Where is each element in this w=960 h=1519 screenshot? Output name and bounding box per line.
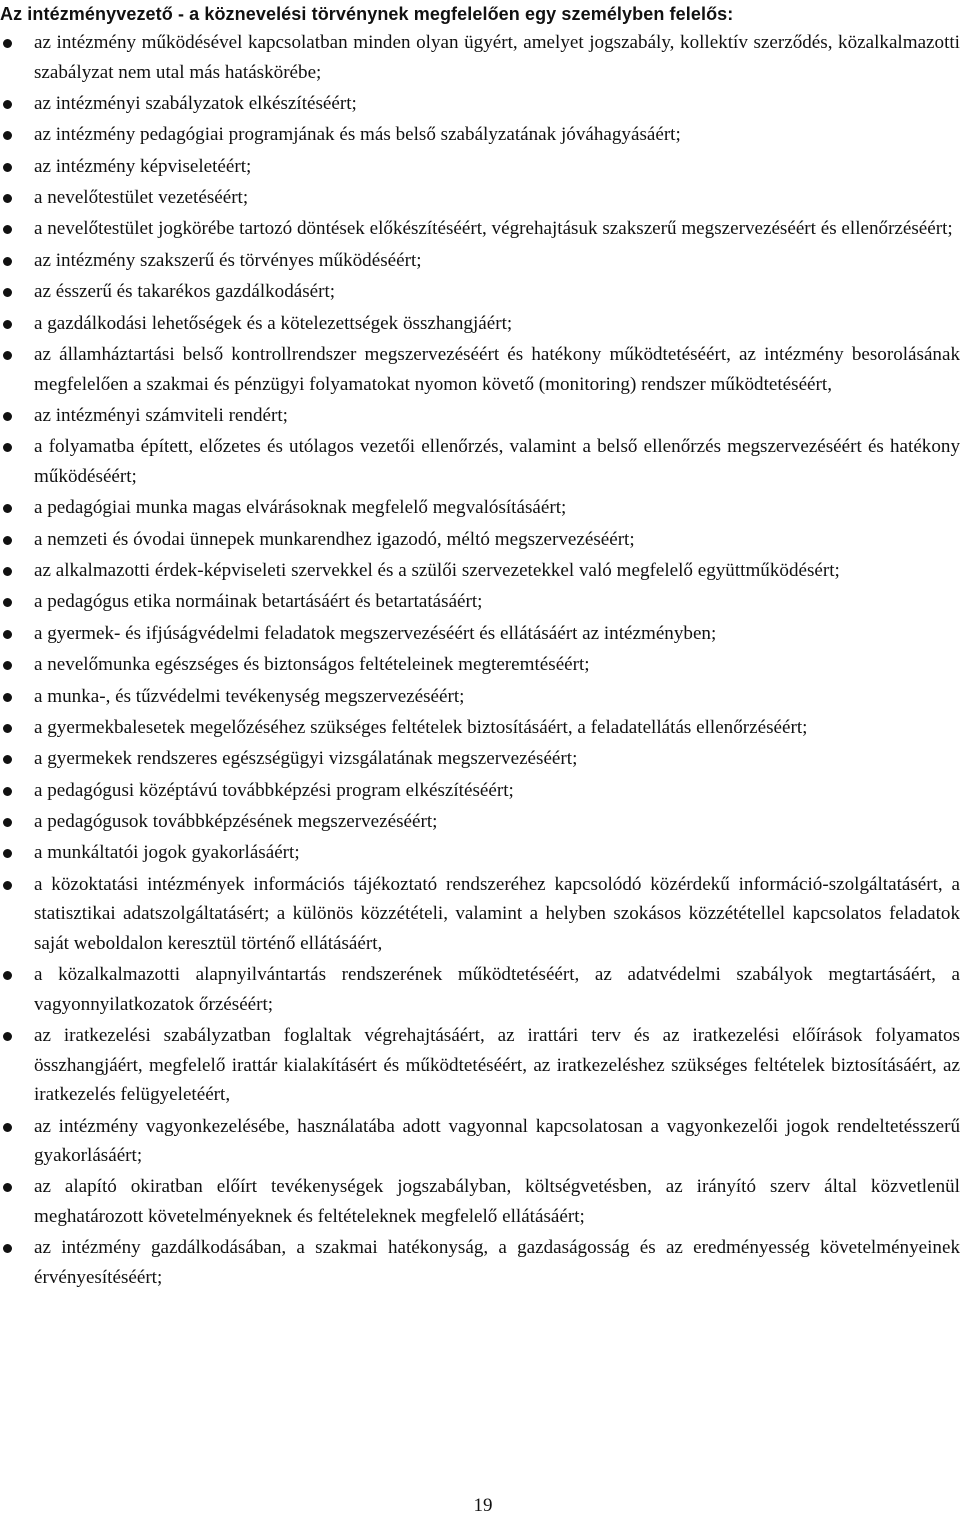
bullet-icon xyxy=(3,131,12,140)
list-item xyxy=(0,838,960,868)
bullet-icon xyxy=(3,39,12,48)
list-item xyxy=(0,89,960,119)
list-item xyxy=(0,1021,960,1110)
bullet-icon xyxy=(3,443,12,452)
list-item-text: az intézmény szakszerű és törvényes működéséért; xyxy=(34,249,422,271)
list-item xyxy=(0,432,960,491)
bullet-icon xyxy=(3,1032,12,1041)
list-item xyxy=(0,214,960,244)
bullet-icon xyxy=(3,971,12,980)
list-item-text: a gyermek- és ifjúságvédelmi feladatok megszervezéséért és ellátásáért az intézményben; xyxy=(34,622,717,644)
list-item xyxy=(0,713,960,743)
list-item xyxy=(0,1233,960,1292)
list-item-text: a pedagógusi középtávú továbbképzési program elkészítéséért; xyxy=(34,779,514,801)
list-item xyxy=(0,619,960,649)
list-item-text: a gyermekek rendszeres egészségügyi vizsgálatának megszervezéséért; xyxy=(34,748,578,770)
bullet-icon xyxy=(3,724,12,733)
list-item xyxy=(0,152,960,182)
list-item xyxy=(0,1112,960,1171)
list-item-text: az intézmény működésével kapcsolatban minden olyan ügyért, amelyet jogszabály, kollektív szerződés, közalkalmazotti szabályzat nem utal más hatáskörébe; xyxy=(34,32,960,83)
list-item-text: az intézmény vagyonkezelésébe, használatába adott vagyonnal kapcsolatosan a vagyonkezelői jogok rendeltetésszerű gyakorlásáért; xyxy=(34,1115,960,1167)
bullet-icon xyxy=(3,630,12,639)
bullet-icon xyxy=(3,288,12,297)
list-item-text: a nevelőtestület vezetéséért; xyxy=(34,187,249,209)
list-item-text: az alkalmazotti érdek-képviseleti szervekkel és a szülői szervezetekkel való megfelelő együttműködésért; xyxy=(34,559,840,581)
list-item-text: a gazdálkodási lehetőségek és a kötelezettségek összhangjáért; xyxy=(34,312,513,334)
list-item xyxy=(0,28,960,87)
bullet-icon xyxy=(3,818,12,827)
list-item-text: az intézmény képviseletéért; xyxy=(34,155,252,177)
list-item-text: a nevelőmunka egészséges és biztonságos feltételeinek megteremtéséért; xyxy=(34,654,590,676)
list-item xyxy=(0,340,960,399)
list-item xyxy=(0,587,960,617)
bullet-icon xyxy=(3,320,12,329)
list-item-text: az intézmény pedagógiai programjának és más belső szabályzatának jóváhagyásáért; xyxy=(34,124,681,146)
list-item-text: az államháztartási belső kontrollrendszer megszervezéséért és hatékony működtetéséért, az intézmény besorolásának megfelelően a szakmai és pénzügyi folyamatokat nyomon követő (monitoring) rendszer működtetéséért, xyxy=(34,344,960,395)
list-item-text: az intézményi számviteli rendért; xyxy=(34,404,288,426)
bullet-icon xyxy=(3,1123,12,1132)
bullet-icon xyxy=(3,100,12,109)
responsibility-list xyxy=(0,28,960,1294)
list-item xyxy=(0,682,960,712)
bullet-icon xyxy=(3,1244,12,1253)
bullet-icon xyxy=(3,787,12,796)
list-item-text: a munka-, és tűzvédelmi tevékenység megszervezéséért; xyxy=(34,685,465,707)
list-item xyxy=(0,401,960,431)
list-item-text: a közoktatási intézmények információs tájékoztató rendszeréhez kapcsolódó közérdekű információ-szolgáltatásért, a statisztikai adatszolgáltatásért; a különös közzétételi, valamint a helyben szokásos közzététellel kapcsolatos feladatok saját weboldalon keresztül történő ellátásáért, xyxy=(34,873,960,954)
list-item xyxy=(0,744,960,774)
bullet-icon xyxy=(3,1183,12,1192)
list-item-text: a munkáltatói jogok gyakorlásáért; xyxy=(34,842,300,864)
bullet-icon xyxy=(3,881,12,890)
bullet-icon xyxy=(3,504,12,513)
list-item xyxy=(0,246,960,276)
bullet-icon xyxy=(3,257,12,266)
list-item xyxy=(0,556,960,586)
list-item xyxy=(0,870,960,959)
bullet-icon xyxy=(3,194,12,203)
bullet-icon xyxy=(3,225,12,234)
list-item-text: az ésszerű és takarékos gazdálkodásért; xyxy=(34,281,336,303)
section-heading: Az intézményvezető - a köznevelési törvénynek megfelelően egy személyben felelős: xyxy=(0,4,734,24)
list-item-text: a pedagógusok továbbképzésének megszervezéséért; xyxy=(34,811,438,833)
list-item xyxy=(0,183,960,213)
bullet-icon xyxy=(3,598,12,607)
list-item-text: az intézményi szabályzatok elkészítéséért; xyxy=(34,92,357,114)
list-item-text: a pedagógus etika normáinak betartásáért és betartatásáért; xyxy=(34,591,483,613)
bullet-icon xyxy=(3,661,12,670)
list-item xyxy=(0,776,960,806)
list-item xyxy=(0,650,960,680)
list-item xyxy=(0,960,960,1019)
bullet-icon xyxy=(3,755,12,764)
list-item-text: a folyamatba épített, előzetes és utólagos vezetői ellenőrzés, valamint a belső ellenőrzés megszervezéséért és hatékony működéséért; xyxy=(34,436,960,487)
list-item xyxy=(0,120,960,150)
list-item-text: a gyermekbalesetek megelőzéséhez szükséges feltételek biztosításáért, a feladatellátás ellenőrzéséért; xyxy=(34,716,808,738)
bullet-icon xyxy=(3,849,12,858)
list-item xyxy=(0,309,960,339)
bullet-icon xyxy=(3,567,12,576)
list-item-text: az alapító okiratban előírt tevékenységek jogszabályban, költségvetésben, az irányító szerv által közvetlenül meghatározott követelményeknek és feltételeknek megfelelő ellátásáért; xyxy=(34,1176,960,1227)
bullet-icon xyxy=(3,163,12,172)
list-item-text: az iratkezelési szabályzatban foglaltak végrehajtásáért, az irattári terv és az iratkezelési előírások folyamatos összhangjáért, megfelelő irattár kialakításért és működtetéséért, az iratkezeléshez szükséges feltételek biztosításáért, az iratkezelés felügyeletéért, xyxy=(34,1025,960,1106)
list-item xyxy=(0,525,960,555)
list-item xyxy=(0,807,960,837)
list-item-text: a nemzeti és óvodai ünnepek munkarendhez igazodó, méltó megszervezéséért; xyxy=(34,528,635,550)
list-item-text: a nevelőtestület jogkörébe tartozó döntések előkészítéséért, végrehajtásuk szakszerű megszervezéséért és ellenőrzéséért; xyxy=(34,218,953,240)
bullet-icon xyxy=(3,536,12,545)
list-item-text: a közalkalmazotti alapnyilvántartás rendszerének működtetéséért, az adatvédelmi szabályok megtartásáért, a vagyonnyilatkozatok őrzéséért; xyxy=(34,964,960,1015)
page-number: 19 xyxy=(473,1495,493,1516)
bullet-icon xyxy=(3,412,12,421)
list-item-text: a pedagógiai munka magas elvárásoknak megfelelő megvalósításáért; xyxy=(34,497,567,519)
list-item xyxy=(0,277,960,307)
list-item-text: az intézmény gazdálkodásában, a szakmai hatékonyság, a gazdaságosság és az eredményesség követelményeinek érvényesítéséért; xyxy=(34,1237,960,1288)
list-item xyxy=(0,1172,960,1231)
bullet-icon xyxy=(3,693,12,702)
list-item xyxy=(0,493,960,523)
bullet-icon xyxy=(3,351,12,360)
